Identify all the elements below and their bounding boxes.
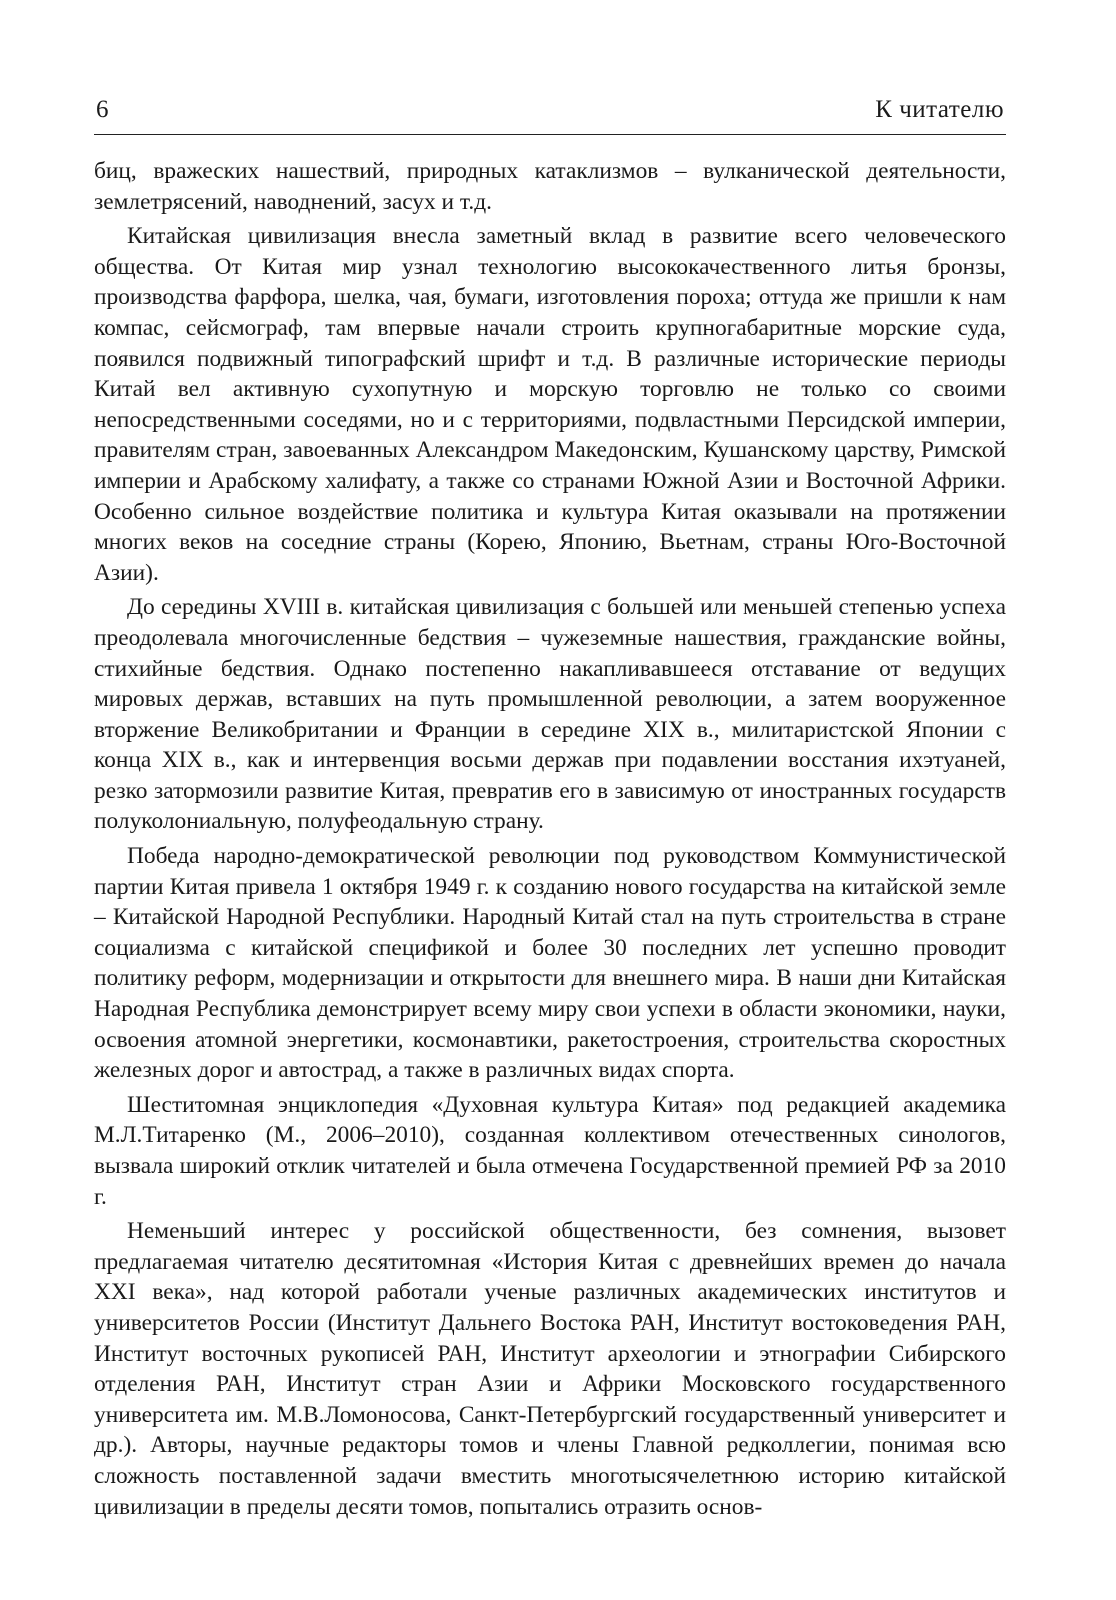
paragraph-encyclopedia: Шеститомная энциклопедия «Духовная культура Китая» под редакцией академика М.Л.Титаренко (М., 2006–2010), созданная коллективом отечественных синологов, вызвала широкий отклик читателей и была отмечена Государственной премией РФ за 2010 г. — [94, 1091, 1006, 1210]
paragraph-19th-century: До середины XVIII в. китайская цивилизация с большей или меньшей степенью успеха преодолевала многочисленные бедствия – чужеземные нашествия, гражданские войны, стихийные бедствия. Однако постепенно накапливавшееся отставание от ведущих мировых держав, вставших на путь промышленной революции, а затем вооруженное вторжение Великобритании и Франции в середине XIX в., милитаристской Японии с конца XIX в., как и интервенция восьми держав при подавлении восстания ихэтуаней, резко затормозили развитие Китая, превратив его в зависимую от иностранных государств полуколониальную, полуфеодальную страну. — [94, 594, 1006, 835]
paragraph-prc-founding: Победа народно-демократической революции под руководством Коммунистической партии Китая привела 1 октября 1949 г. к созданию нового государства на китайской земле – Китайской Народной Республики. Народный Китай стал на путь строительства в стране социализма с китайской спецификой и более 30 последних лет успешно проводит политику реформ, модернизации и открытости для внешнего мира. В наши дни Китайская Народная Республика демонстрирует всему миру свои успехи в области экономики, науки, освоения атомной энергетики, космонавтики, ракетостроения, строительства скоростных железных дорог и автострад, а также в различных видах спорта. — [94, 843, 1006, 1084]
section-title: К читателю — [875, 96, 1004, 123]
paragraph-chinese-contributions: Китайская цивилизация внесла заметный вклад в развитие всего человеческого общества. От Китая мир узнал технологию высококачественного литья бронзы, производства фарфора, шелка, чая, бумаги, изготовления пороха; оттуда же пришли к нам компас, сейсмограф, там впервые начали строить крупногабаритные морские суда, появился подвижный типографский шрифт и т.д. В различные исторические периоды Китай вел активную сухопутную и морскую торговлю не только со своими непосредственными соседями, но и с территориями, подвластными Персидской империи, правителям стран, завоеванных Александром Македонским, Кушанскому царству, Римской империи и Арабскому халифату, а также со странами Южной Азии и Восточной Африки. Особенно сильное воздействие политика и культура Китая оказывали на протяжении многих веков на соседние страны (Корею, Японию, Вьетнам, страны Юго-Восточной Азии). — [94, 223, 1006, 586]
paragraph-continuation: биц, вражеских нашествий, природных катаклизмов – вулканической деятельности, землетрясений, наводнений, засух и т.д. — [94, 158, 1006, 215]
body-text — [94, 156, 1006, 1522]
page-number: 6 — [96, 96, 109, 123]
running-header — [94, 94, 1006, 135]
paragraph-ten-volume-history: Неменьший интерес у российской общественности, без сомнения, вызовет предлагаемая читателю десятитомная «История Китая с древнейших времен до начала XXI века», над которой работали ученые различных академических институтов и университетов России (Институт Дальнего Востока РАН, Институт востоковедения РАН, Институт восточных рукописей РАН, Институт археологии и этнографии Сибирского отделения РАН, Институт стран Азии и Африки Московского государственного университета им. М.В.Ломоносова, Санкт-Петербургский государственный университет и др.). Авторы, научные редакторы томов и члены Главной редколлегии, понимая всю сложность поставленной задачи вместить многотысячелетнюю историю китайской цивилизации в пределы десяти томов, попытались отразить основ- — [94, 1218, 1006, 1520]
book-page — [94, 94, 1006, 1522]
